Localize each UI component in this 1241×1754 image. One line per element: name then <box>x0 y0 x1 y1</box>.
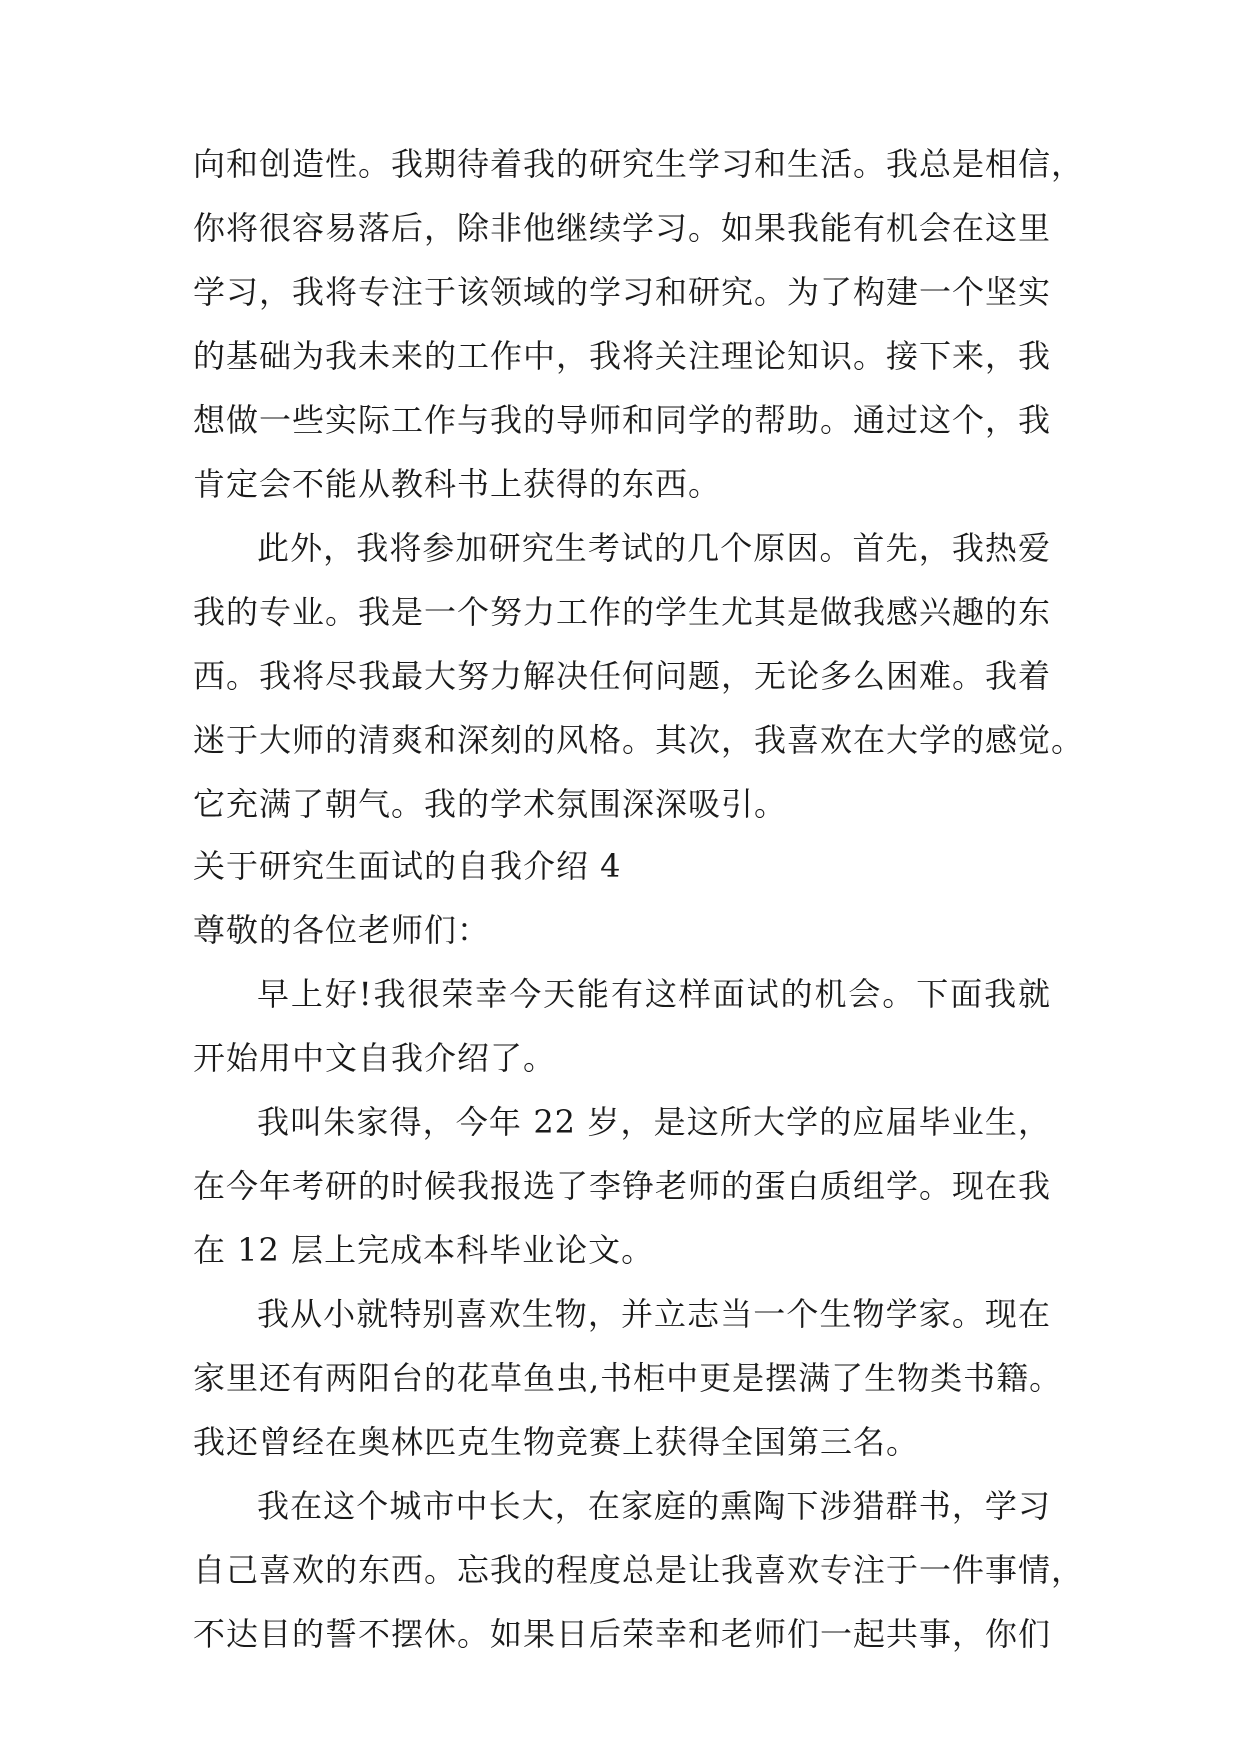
text-line: 自己喜欢的东西。忘我的程度总是让我喜欢专注于一件事情， <box>193 1551 1085 1589</box>
text-line: 开始用中文自我介绍了。 <box>193 1039 557 1077</box>
paragraph-first-line: 我从小就特别喜欢生物，并立志当一个生物学家。现在 <box>257 1295 1051 1333</box>
salutation: 尊敬的各位老师们： <box>193 911 491 949</box>
text-line: 学习，我将专注于该领域的学习和研究。为了构建一个坚实 <box>193 273 1052 311</box>
text-line: 向和创造性。我期待着我的研究生学习和生活。我总是相信， <box>193 145 1085 183</box>
paragraph-first-line: 早上好!我很荣幸今天能有这样面试的机会。下面我就 <box>257 975 1051 1013</box>
section-heading: 关于研究生面试的自我介绍 4 <box>193 847 622 885</box>
text-line: 我还曾经在奥林匹克生物竞赛上获得全国第三名。 <box>193 1423 920 1461</box>
text-line: 家里还有两阳台的花草鱼虫,书柜中更是摆满了生物类书籍。 <box>193 1359 1063 1397</box>
text-line: 在 12 层上完成本科毕业论文。 <box>193 1231 655 1269</box>
text-line: 肯定会不能从教科书上获得的东西。 <box>193 465 722 503</box>
text-line: 我的专业。我是一个努力工作的学生尤其是做我感兴趣的东 <box>193 593 1052 631</box>
text-line: 你将很容易落后，除非他继续学习。如果我能有机会在这里 <box>193 209 1052 247</box>
text-line: 西。我将尽我最大努力解决任何问题，无论多么困难。我着 <box>193 657 1052 695</box>
paragraph-first-line: 此外，我将参加研究生考试的几个原因。首先，我热爱 <box>257 529 1051 567</box>
text-line: 不达目的誓不摆休。如果日后荣幸和老师们一起共事，你们 <box>193 1615 1052 1653</box>
text-line: 迷于大师的清爽和深刻的风格。其次，我喜欢在大学的感觉。 <box>193 721 1085 759</box>
paragraph-first-line: 我在这个城市中长大，在家庭的熏陶下涉猎群书，学习 <box>257 1487 1051 1525</box>
paragraph-first-line: 我叫朱家得，今年 22 岁，是这所大学的应届毕业生， <box>257 1103 1051 1141</box>
text-line: 它充满了朝气。我的学术氛围深深吸引。 <box>193 785 788 823</box>
text-line: 想做一些实际工作与我的导师和同学的帮助。通过这个，我 <box>193 401 1052 439</box>
text-line: 的基础为我未来的工作中，我将关注理论知识。接下来，我 <box>193 337 1052 375</box>
text-line: 在今年考研的时候我报选了李铮老师的蛋白质组学。现在我 <box>193 1167 1052 1205</box>
